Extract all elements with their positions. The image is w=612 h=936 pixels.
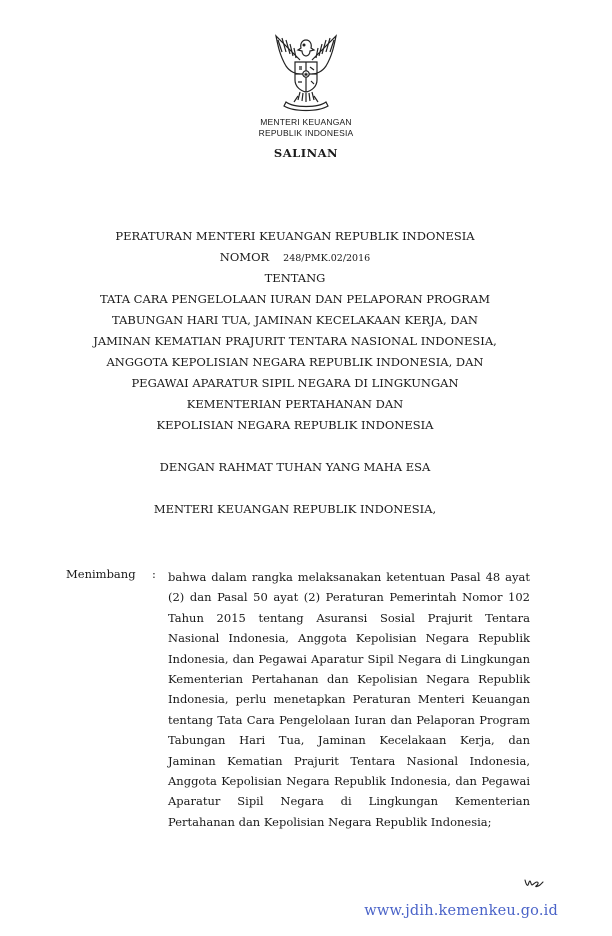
tentang-heading: TENTANG xyxy=(264,271,326,285)
body-line: tentang Tata Cara Pengelolaan Iuran dan Pelaporan Program xyxy=(168,712,530,727)
subject-line: KEMENTERIAN PERTAHANAN DAN xyxy=(186,397,404,411)
issuer-minister-title: MENTERI KEUANGAN xyxy=(260,117,352,127)
regulation-number xyxy=(0,250,590,264)
body-line: Aparatur Sipil Negara di Lingkungan Kementerian xyxy=(168,794,530,809)
subject-line: JAMINAN KEMATIAN PRAJURIT TENTARA NASIONAL INDONESIA, xyxy=(93,334,497,348)
subject-line: PEGAWAI APARATUR SIPIL NEGARA DI LINGKUNGAN xyxy=(131,376,459,390)
issuer-country: REPUBLIK INDONESIA xyxy=(258,128,354,138)
garuda-emblem-icon xyxy=(264,30,348,114)
body-line: Kementerian Pertahanan dan Kepolisian Negara Republik xyxy=(168,671,530,686)
handwritten-initial-icon xyxy=(523,876,545,890)
body-line: Tabungan Hari Tua, Jaminan Kecelakaan Kerja, dan xyxy=(168,733,530,748)
body-line: Anggota Kepolisian Negara Republik Indonesia, dan Pegawai xyxy=(168,773,530,788)
menimbang-separator: : xyxy=(152,567,156,581)
body-line: bahwa dalam rangka melaksanakan ketentuan Pasal 48 ayat xyxy=(168,570,530,584)
nomor-label: NOMOR xyxy=(219,250,270,264)
menimbang-label: Menimbang xyxy=(66,567,136,581)
body-line: Jaminan Kematian Prajurit Tentara Nasional Indonesia, xyxy=(168,753,530,768)
minister-heading: MENTERI KEUANGAN REPUBLIK INDONESIA, xyxy=(153,502,437,516)
body-line: Pertahanan dan Kepolisian Negara Republik Indonesia; xyxy=(168,814,492,829)
subject-line: KEPOLISIAN NEGARA REPUBLIK INDONESIA xyxy=(156,418,434,432)
nomor-value: 248/PMK.02/2016 xyxy=(283,253,371,264)
body-line: Indonesia, dan Pegawai Aparatur Sipil Negara di Lingkungan xyxy=(168,651,530,666)
body-line: Nasional Indonesia, Anggota Kepolisian Negara Republik xyxy=(168,631,530,646)
jdih-website-link[interactable]: www.jdih.kemenkeu.go.id xyxy=(364,903,558,919)
body-line: Indonesia, perlu menetapkan Peraturan Menteri Keuangan xyxy=(168,692,530,707)
regulation-title: PERATURAN MENTERI KEUANGAN REPUBLIK INDONESIA xyxy=(115,229,475,243)
menimbang-body xyxy=(168,567,530,832)
copy-stamp: SALINAN xyxy=(273,146,339,160)
body-line: (2) dan Pasal 50 ayat (2) Peraturan Pemerintah Nomor 102 xyxy=(168,590,530,605)
subject-line: ANGGOTA KEPOLISIAN NEGARA REPUBLIK INDONESIA, DAN xyxy=(106,355,484,369)
preamble: DENGAN RAHMAT TUHAN YANG MAHA ESA xyxy=(159,460,431,474)
subject-line: TABUNGAN HARI TUA, JAMINAN KECELAKAAN KERJA, DAN xyxy=(112,313,478,327)
body-line: Tahun 2015 tentang Asuransi Sosial Prajurit Tentara xyxy=(168,610,530,625)
subject-line: TATA CARA PENGELOLAAN IURAN DAN PELAPORAN PROGRAM xyxy=(99,292,491,306)
